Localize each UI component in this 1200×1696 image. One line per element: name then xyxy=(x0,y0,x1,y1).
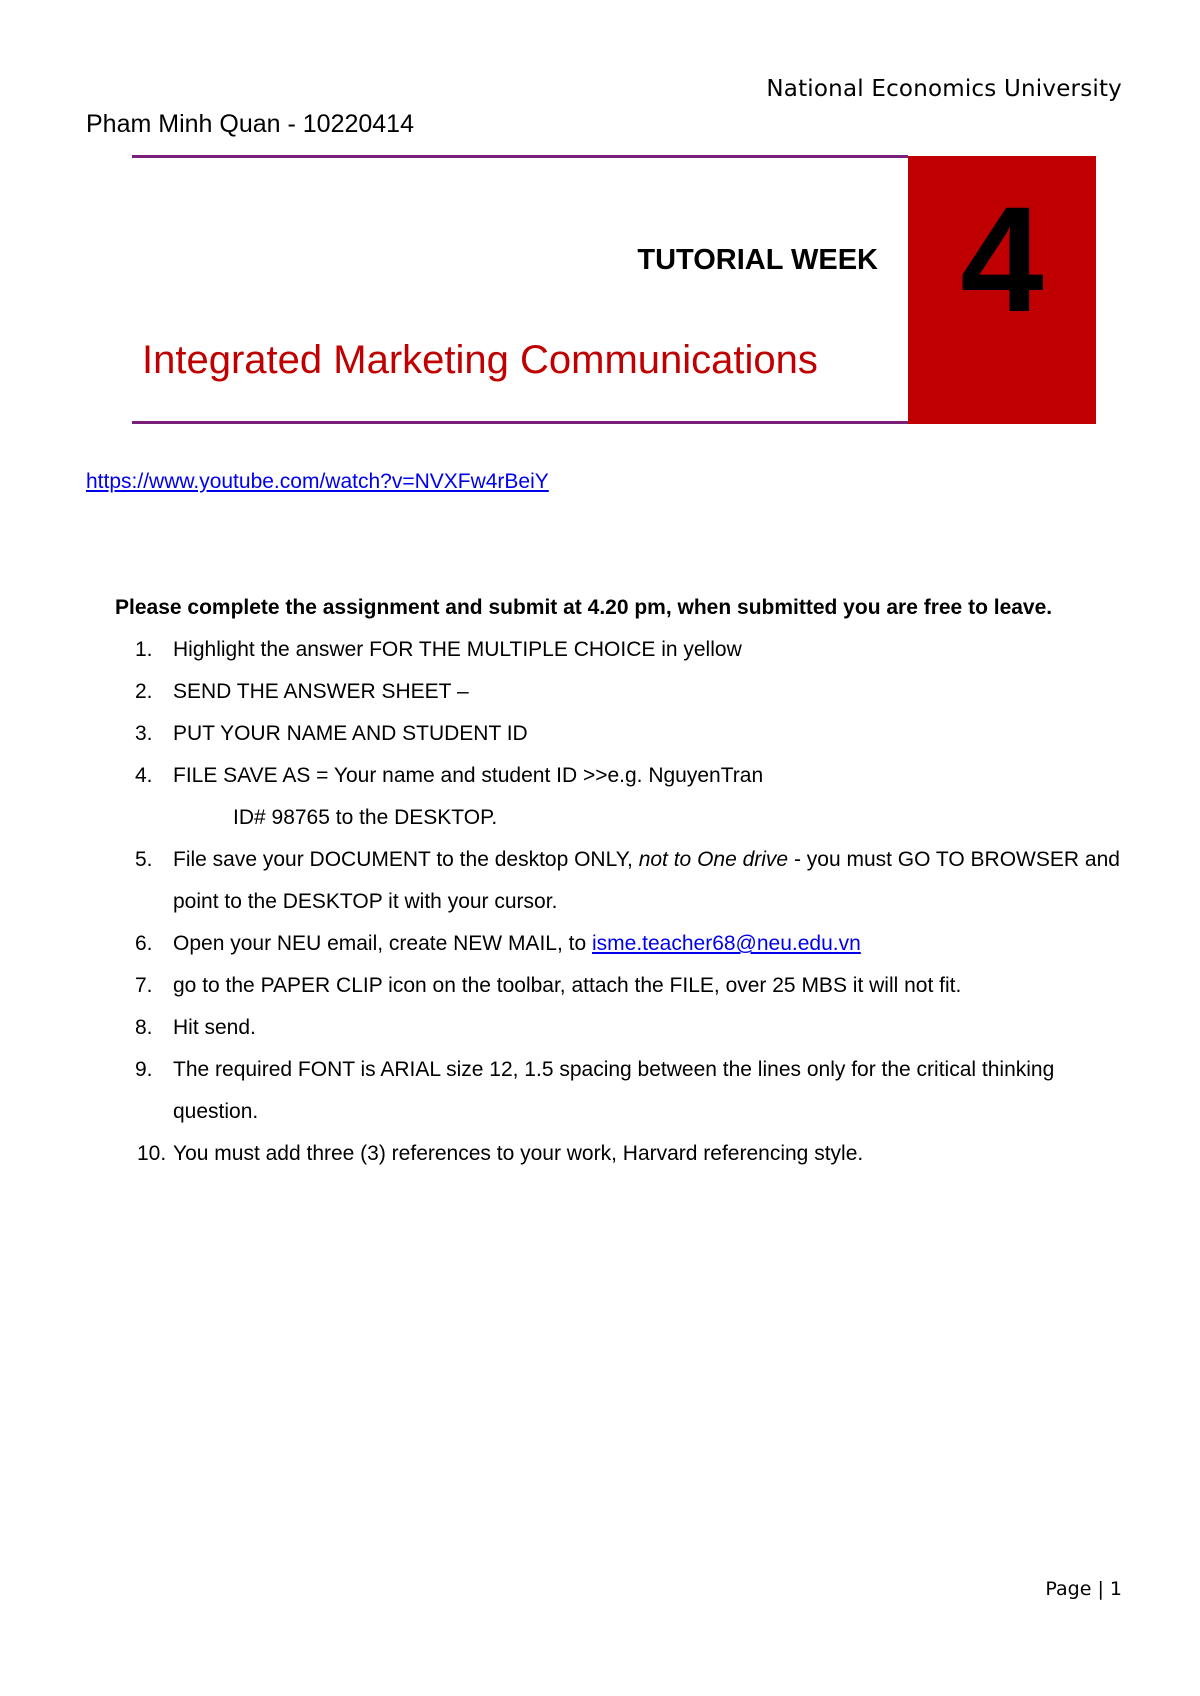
step-text: SEND THE ANSWER SHEET – xyxy=(173,680,469,703)
step-text-italic: not to One drive xyxy=(638,848,789,871)
step-number: 10. xyxy=(137,1142,167,1165)
step-text: Highlight the answer FOR THE MULTIPLE CHOICE in yellow xyxy=(173,638,742,661)
step-text: go to the PAPER CLIP icon on the toolbar, attach the FILE, over 25 MBS it will not fit. xyxy=(173,974,962,997)
step-number: 6. xyxy=(135,932,153,955)
week-number: 4 xyxy=(960,175,1044,343)
step-text-continued: ID# 98765 to the DESKTOP. xyxy=(233,806,498,829)
author-name: Pham Minh Quan - 10220414 xyxy=(86,110,414,138)
banner-bottom-rule xyxy=(132,421,908,424)
instructions-section xyxy=(115,587,1125,1175)
step-number: 4. xyxy=(135,764,153,787)
banner-top-rule xyxy=(132,155,908,158)
instructions-lead: Please complete the assignment and submit at 4.20 pm, when submitted you are free to leave. xyxy=(115,596,1053,619)
video-link[interactable]: https://www.youtube.com/watch?v=NVXFw4rBeiY xyxy=(86,470,549,493)
list-item xyxy=(115,671,1125,713)
list-item xyxy=(115,755,1125,839)
list-item xyxy=(115,629,1125,671)
step-number: 3. xyxy=(135,722,153,745)
step-text: You must add three (3) references to your work, Harvard referencing style. xyxy=(173,1142,864,1165)
list-item xyxy=(115,839,1125,923)
step-number: 8. xyxy=(135,1016,153,1039)
list-item xyxy=(115,1133,1125,1175)
list-item xyxy=(115,1049,1125,1133)
course-title: Integrated Marketing Communications xyxy=(142,338,818,382)
list-item xyxy=(115,965,1125,1007)
step-number: 7. xyxy=(135,974,153,997)
list-item xyxy=(115,923,1125,965)
list-item xyxy=(115,713,1125,755)
step-number: 9. xyxy=(135,1058,153,1081)
page-number: Page | 1 xyxy=(1045,1578,1122,1600)
step-text: - you must GO TO BROWSER and point to the DESKTOP it with your cursor. xyxy=(173,848,1120,913)
list-item xyxy=(115,1007,1125,1049)
email-link[interactable]: isme.teacher68@neu.edu.vn xyxy=(591,932,861,955)
step-number: 2. xyxy=(135,680,153,703)
step-text: The required FONT is ARIAL size 12, 1.5 spacing between the lines only for the critical thinking question. xyxy=(173,1058,1055,1123)
step-text: PUT YOUR NAME AND STUDENT ID xyxy=(173,722,528,745)
step-text: Open your NEU email, create NEW MAIL, to xyxy=(173,932,592,955)
step-number: 5. xyxy=(135,848,153,871)
step-text: Hit send. xyxy=(173,1016,256,1039)
steps-list xyxy=(115,629,1125,1175)
step-text: FILE SAVE AS = Your name and student ID >>e.g. NguyenTran xyxy=(173,764,764,787)
step-text: File save your DOCUMENT to the desktop ONLY, xyxy=(173,848,639,871)
step-number: 1. xyxy=(135,638,153,661)
tutorial-week-label: TUTORIAL WEEK xyxy=(637,244,878,276)
institution-name: National Economics University xyxy=(766,76,1122,102)
week-number-box xyxy=(908,156,1096,424)
